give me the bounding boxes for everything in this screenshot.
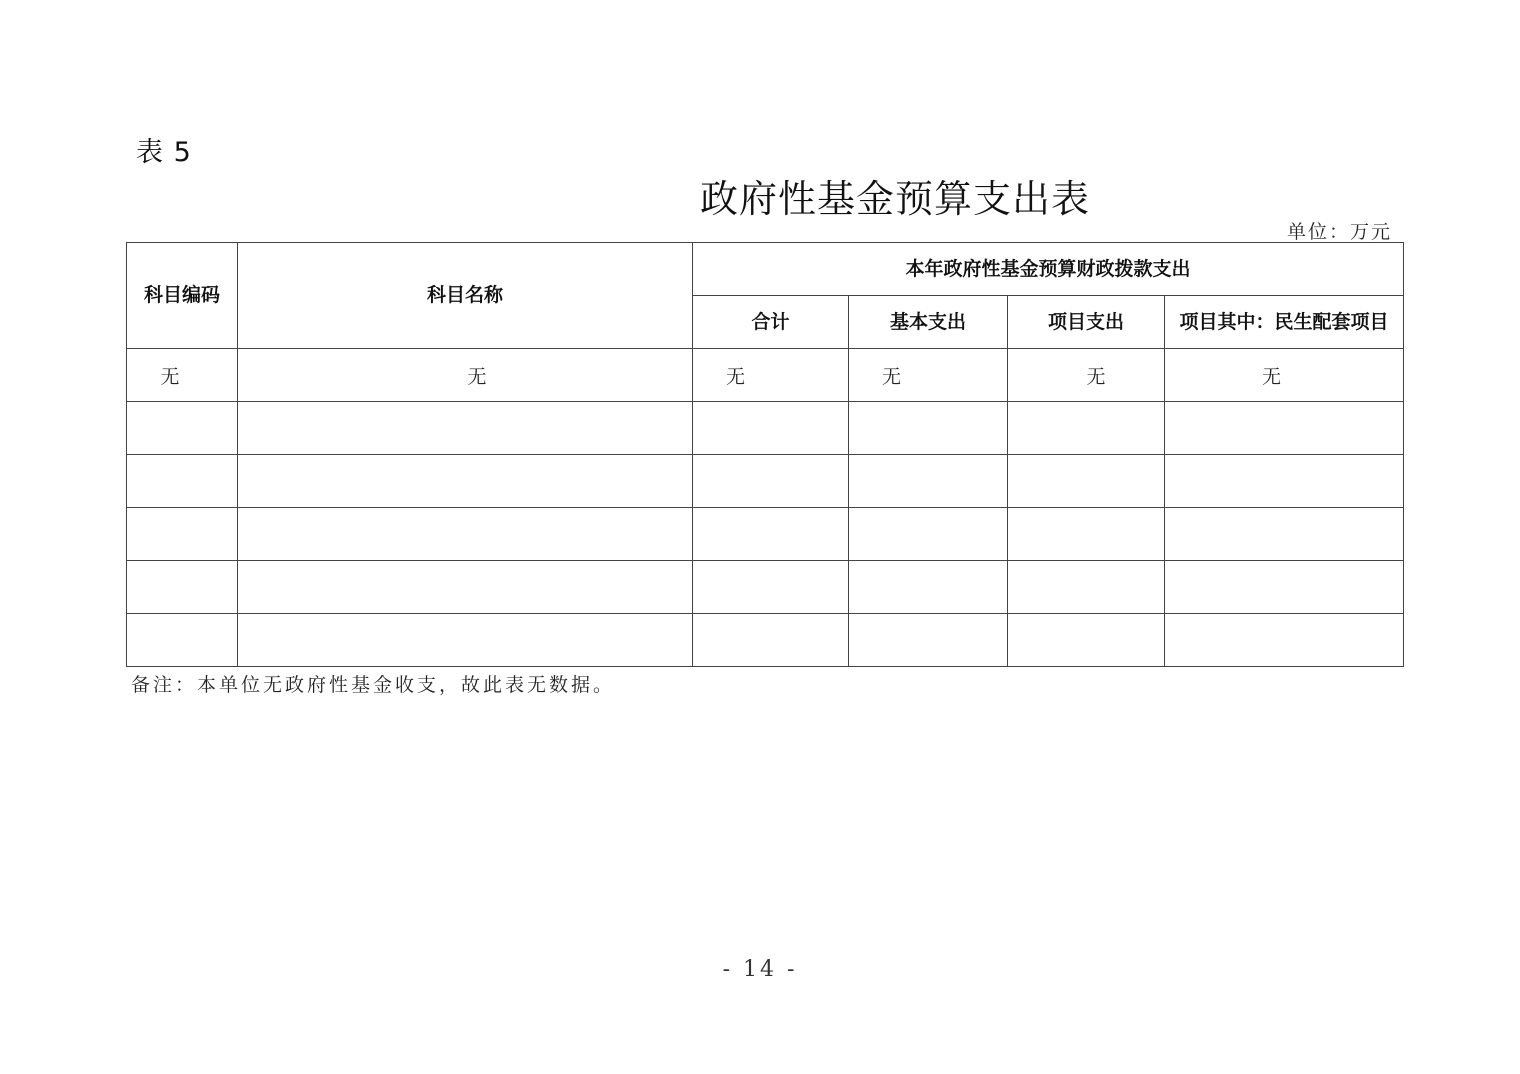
table-cell	[238, 561, 693, 614]
page-title: 政府性基金预算支出表	[700, 177, 1091, 221]
table-label: 表 5	[136, 137, 192, 168]
header-code: 科目编码	[127, 243, 238, 349]
page-number: - 14 -	[722, 957, 798, 982]
table-cell: 无	[127, 349, 238, 402]
table-row	[127, 508, 1404, 561]
table-cell	[1008, 402, 1165, 455]
table-cell	[1165, 508, 1404, 561]
header-group: 本年政府性基金预算财政拨款支出	[693, 243, 1404, 296]
table-cell: 无	[693, 349, 849, 402]
table-cell	[1165, 614, 1404, 667]
table-cell	[238, 614, 693, 667]
table-cell: 无	[238, 349, 693, 402]
table-cell	[693, 561, 849, 614]
table-cell	[849, 614, 1008, 667]
table-cell: 无	[1165, 349, 1404, 402]
table-row	[127, 614, 1404, 667]
table-cell: 无	[1008, 349, 1165, 402]
table-cell	[1008, 614, 1165, 667]
table-cell: 无	[849, 349, 1008, 402]
table-row	[127, 349, 1404, 402]
budget-table	[126, 242, 1404, 667]
table-cell	[127, 402, 238, 455]
table-cell	[238, 402, 693, 455]
header-total: 合计	[693, 296, 849, 349]
table-cell	[127, 561, 238, 614]
table-cell	[127, 614, 238, 667]
header-row	[127, 243, 1404, 296]
table-cell	[238, 508, 693, 561]
table-row	[127, 561, 1404, 614]
table-cell	[849, 508, 1008, 561]
table-cell	[693, 614, 849, 667]
unit-note: 单位：万元	[1286, 221, 1392, 243]
table-cell	[238, 455, 693, 508]
table-cell	[127, 455, 238, 508]
table-cell	[1165, 402, 1404, 455]
table-cell	[1165, 561, 1404, 614]
table-cell	[693, 455, 849, 508]
table-row	[127, 402, 1404, 455]
table-cell	[849, 561, 1008, 614]
table-cell	[693, 402, 849, 455]
remark-note: 备注：本单位无政府性基金收支，故此表无数据。	[131, 674, 616, 696]
table-cell	[1165, 455, 1404, 508]
table-cell	[849, 455, 1008, 508]
header-livelihood: 项目其中：民生配套项目	[1165, 296, 1404, 349]
table-cell	[849, 402, 1008, 455]
table-cell	[127, 508, 238, 561]
header-basic: 基本支出	[849, 296, 1008, 349]
table-row	[127, 455, 1404, 508]
table-cell	[693, 508, 849, 561]
table-cell	[1008, 508, 1165, 561]
table-cell	[1008, 455, 1165, 508]
header-project: 项目支出	[1008, 296, 1165, 349]
table-cell	[1008, 561, 1165, 614]
header-name: 科目名称	[238, 243, 693, 349]
